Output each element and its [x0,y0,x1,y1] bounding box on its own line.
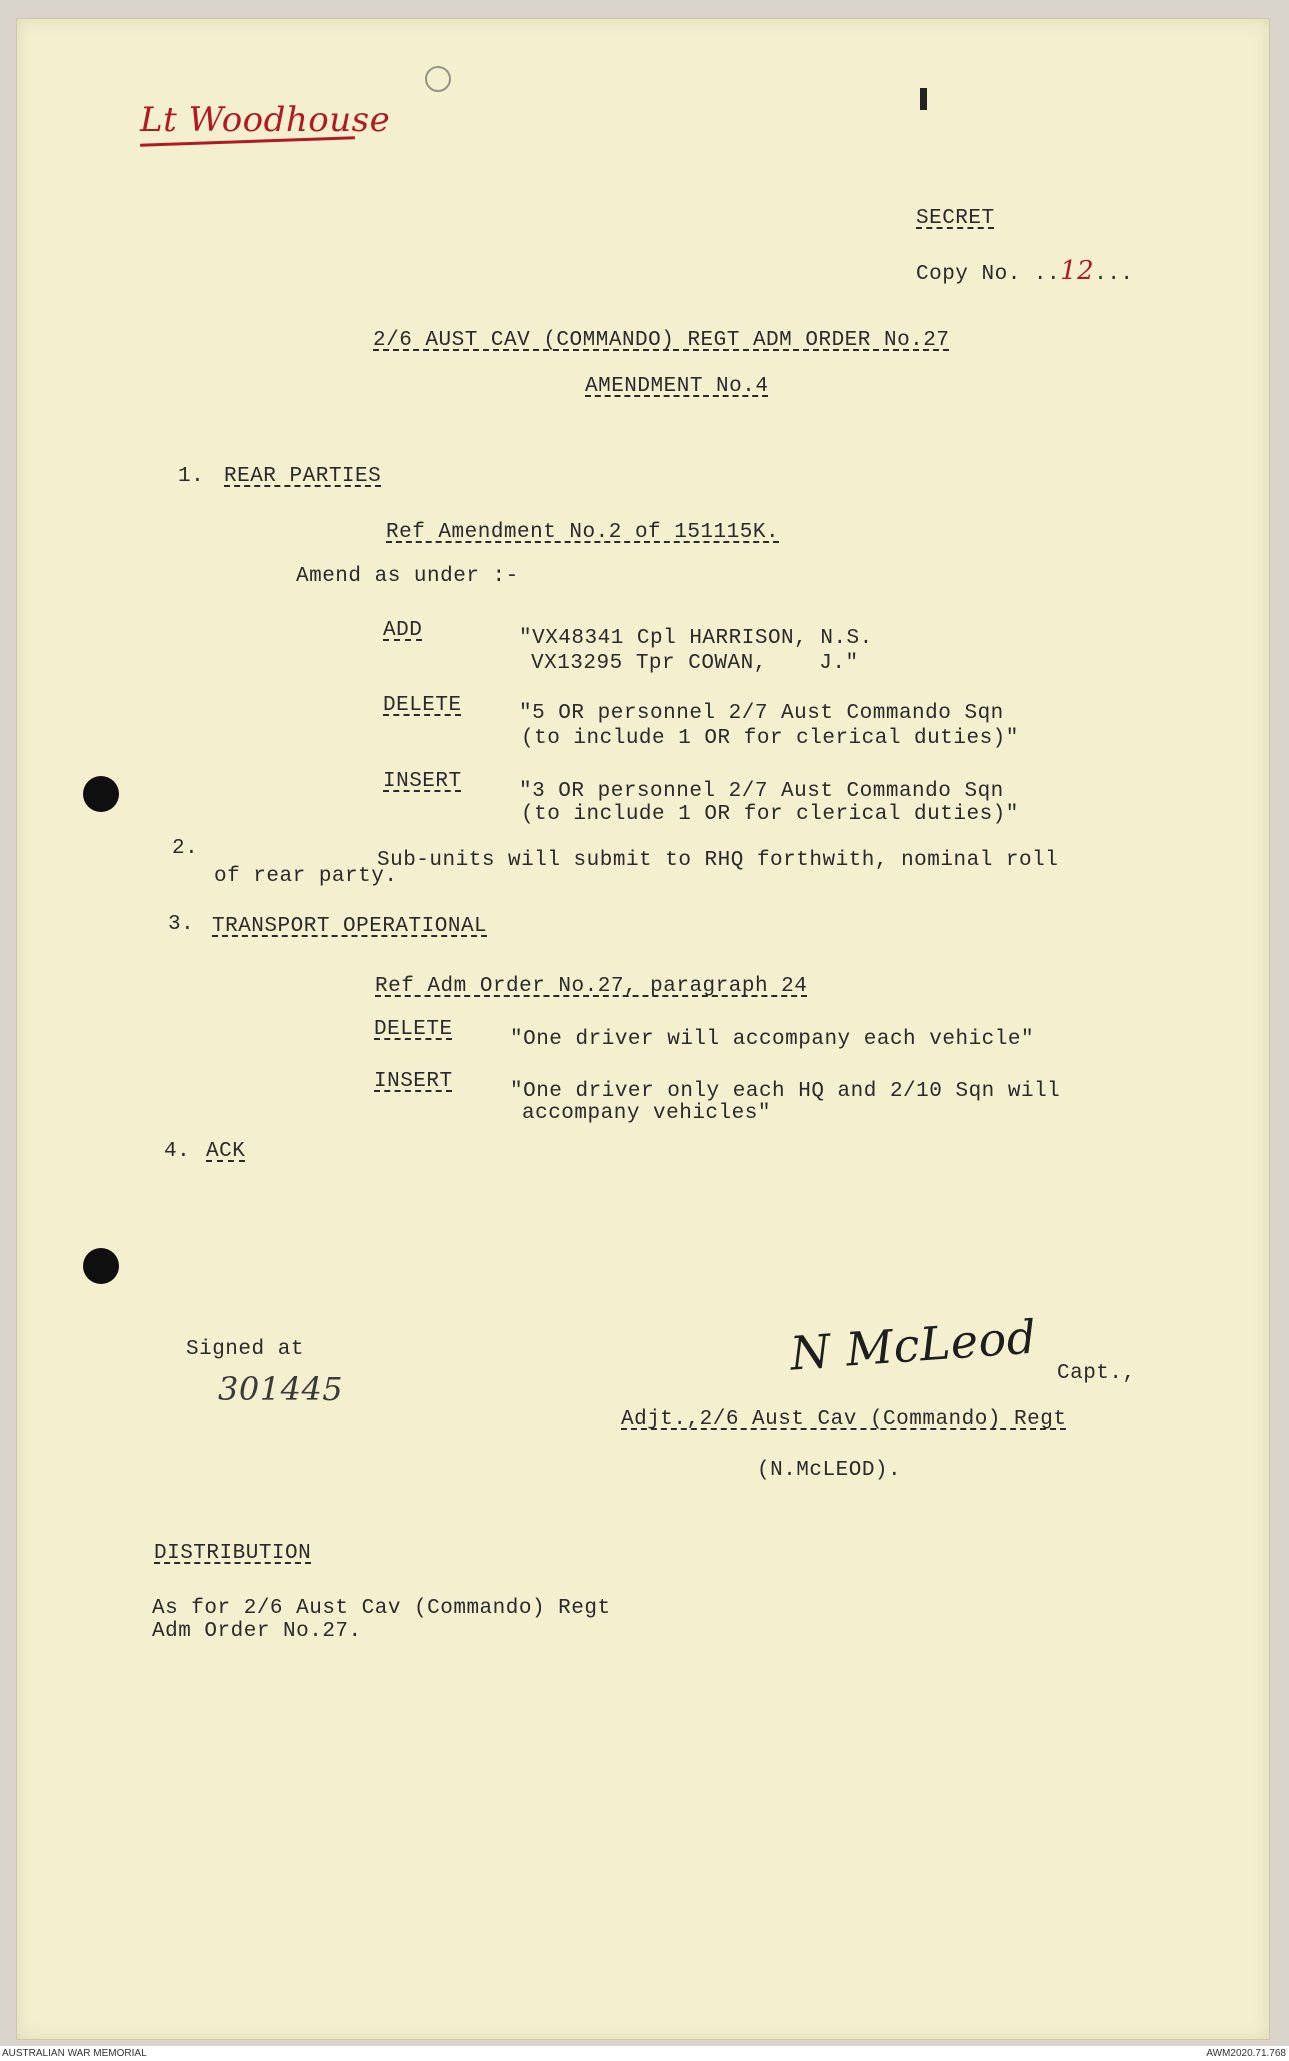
section-2-line-2: of rear party. [214,865,398,888]
signed-time-handwritten: 301445 [218,1370,344,1408]
rank-label: Capt., [1057,1362,1136,1385]
punch-hole-lower [83,1248,119,1284]
appointment-label: Adjt.,2/6 Aust Cav (Commando) Regt [621,1408,1067,1431]
insert-line-2: (to include 1 OR for clerical duties)" [521,803,1019,826]
signature: N McLeod [788,1309,1039,1381]
section-3-reference: Ref Adm Order No.27, paragraph 24 [375,975,808,998]
classification-label: SECRET [916,207,995,230]
section-3-delete-label: DELETE [374,1018,453,1041]
section-4-number: 4. [164,1140,191,1163]
section-1-number: 1. [178,465,205,488]
section-1-amend-text: Amend as under :- [296,565,519,588]
footer-catalogue-number: AWM2020.71.768 [1206,2048,1286,2059]
delete-line-1: "5 OR personnel 2/7 Aust Commando Sqn [519,702,1004,725]
section-3-number: 3. [168,913,195,936]
section-3-insert-label: INSERT [374,1070,453,1093]
insert-line-1: "3 OR personnel 2/7 Aust Commando Sqn [519,780,1004,803]
staple-mark-icon [425,66,451,92]
amendment-number: AMENDMENT No.4 [585,375,769,398]
section-1-reference: Ref Amendment No.2 of 151115K. [386,521,780,544]
distribution-heading: DISTRIBUTION [154,1542,312,1565]
handwritten-annotation: Lt Woodhouse [140,100,391,140]
archive-footer [0,2046,1289,2061]
section-3-insert-line-2: accompany vehicles" [522,1102,771,1125]
staple-mark-icon [920,88,927,110]
section-3-delete-line: "One driver will accompany each vehicle" [510,1028,1035,1051]
order-title: 2/6 AUST CAV (COMMANDO) REGT ADM ORDER No.27 [373,329,950,352]
section-2-line-1: Sub-units will submit to RHQ forthwith, nominal roll [377,849,1059,872]
add-label: ADD [383,619,423,642]
punch-hole-upper [83,776,119,812]
delete-label: DELETE [383,694,462,717]
add-line-2: VX13295 Tpr COWAN, J." [531,652,859,675]
section-2-number: 2. [172,837,199,860]
section-4-heading: ACK [206,1140,246,1163]
insert-label: INSERT [383,770,462,793]
copy-number-label [916,256,1134,286]
copy-dots: ... [1094,263,1134,286]
distribution-line-1: As for 2/6 Aust Cav (Commando) Regt [152,1597,611,1620]
delete-line-2: (to include 1 OR for clerical duties)" [521,727,1019,750]
signed-at-label: Signed at [186,1338,304,1361]
section-1-heading: REAR PARTIES [224,465,382,488]
officer-name: (N.McLEOD). [757,1459,902,1482]
copy-label: Copy No. .. [916,263,1061,286]
footer-institution: AUSTRALIAN WAR MEMORIAL [2,2048,147,2059]
section-3-insert-line-1: "One driver only each HQ and 2/10 Sqn will [510,1080,1061,1103]
copy-number: 12 [1060,256,1095,286]
section-3-heading: TRANSPORT OPERATIONAL [212,915,488,938]
add-line-1: "VX48341 Cpl HARRISON, N.S. [519,627,873,650]
distribution-line-2: Adm Order No.27. [152,1620,362,1643]
